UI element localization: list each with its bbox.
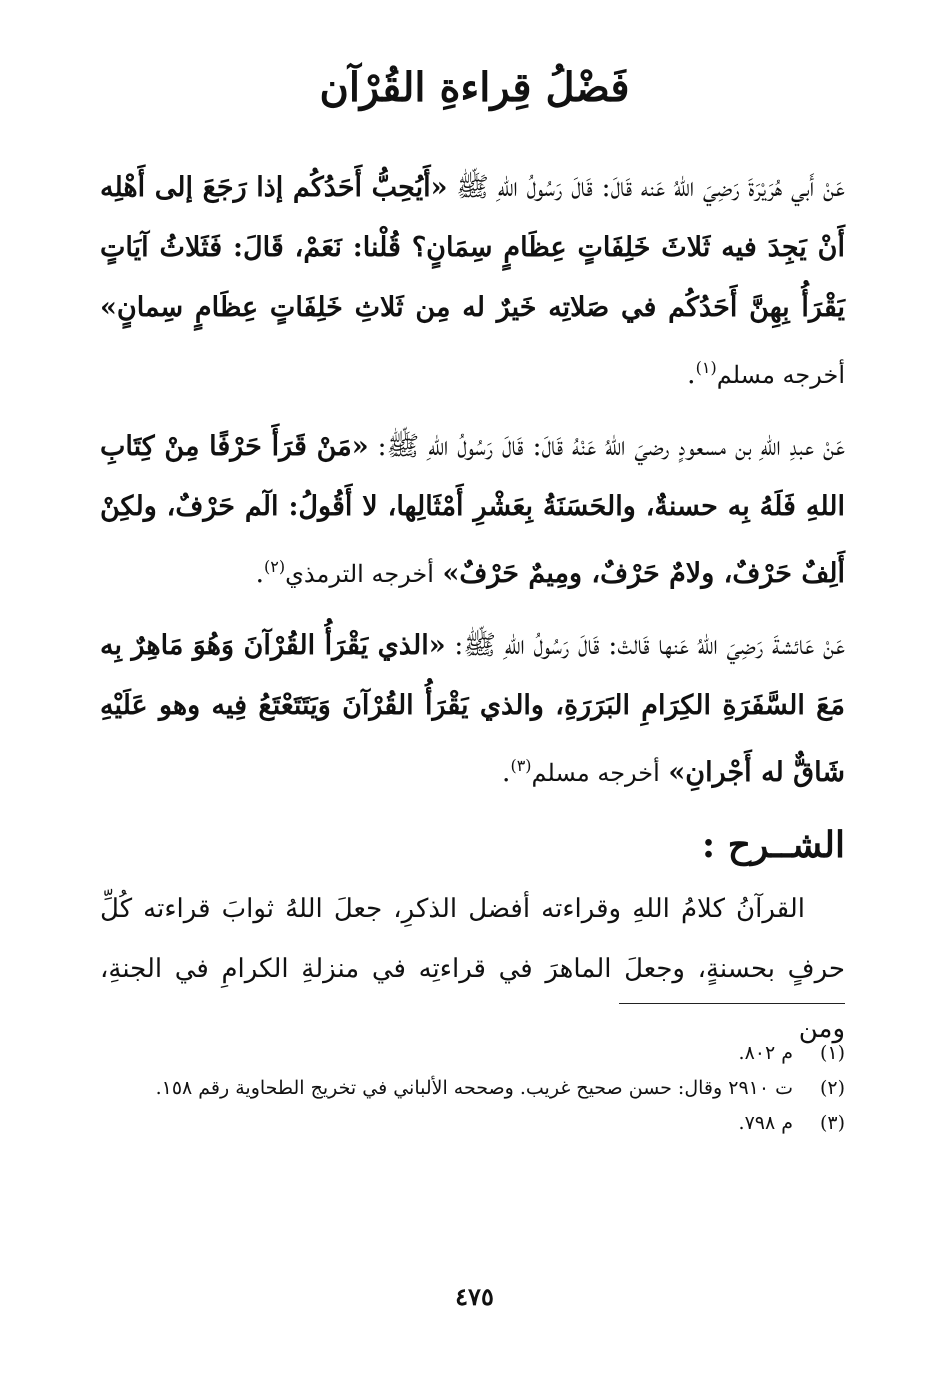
hadith-1 — [100, 158, 845, 405]
period: . — [687, 359, 696, 390]
footnote-text: م ٨٠٢. — [738, 1042, 793, 1064]
footnote-number: (٢) — [819, 1077, 845, 1099]
footnote-ref: (٢) — [264, 557, 286, 576]
hadith-quote: «أَيُحِبُّ أَحَدُكُم إذا رَجَعَ إلى أَهْلِه أَنْ يَجِدَ فيه ثَلاثَ خَلِفَاتٍ عِظَامٍ سِمَانٍ؟ قُلْنا: نَعَمْ، قَالَ: فَثَلاثُ آيَاتٍ يَقْرَأُ بِهِنَّ أَحَدُكُم في صَلاتِه خَيرٌ له مِن ثَلاثِ خَلِفَاتٍ عِظَامٍ سِمانٍ» — [100, 172, 845, 323]
main-text — [100, 158, 845, 1059]
footnote-ref: (١) — [695, 358, 717, 377]
footnote-divider — [619, 1003, 845, 1004]
hadith-2 — [100, 417, 845, 604]
hadith-intro: عَنْ عَائشةَ رَضِيَ اللهُ عَنها قَالتْ: قَالَ رَسُولُ اللهِ ﷺ: — [454, 630, 846, 661]
footnote-number: (١) — [819, 1042, 845, 1064]
footnote-ref: (٣) — [510, 756, 532, 775]
chapter-title: فَضْلُ قِراءةِ القُرْآن — [319, 64, 630, 111]
period: . — [255, 558, 265, 589]
footnote-3 — [100, 1106, 845, 1141]
hadith-quote: «الذي يَقْرَأُ القُرْآنَ وَهُوَ مَاهِرٌ بِه مَعَ السَّفَرَةِ الكِرَامِ البَرَرَةِ، والذي يَقْرَأُ القُرْآنَ وَيَتَتَعْتَعُ فِيه وهو عَلَيْهِ شَاقٌّ له أَجْرانِ» — [100, 630, 845, 788]
hadith-intro: عَنْ أَبي هُرَيْرَةَ رَضِيَ اللهُ عَنه قَالَ: قَالَ رَسُولُ اللهِ ﷺ — [456, 172, 845, 203]
hadith-intro: عَنْ عبدِ اللهِ بن مسعودٍ رضيَ اللهُ عَنْهُ قَالَ: قَالَ رَسُولُ اللهِ ﷺ: — [377, 431, 845, 462]
footnote-number: (٣) — [819, 1112, 845, 1134]
hadith-quote: «مَنْ قَرَأَ حَرْفًا مِنْ كِتَابِ اللهِ فَلَهُ بِه حسنةٌ، والحَسَنَةُ بِعَشْرِ أَمْثَالِها، لا أَقُولُ: الٓم حَرْفٌ، ولكِنْ أَلِفٌ حَرْفٌ، ولامٌ حَرْفٌ، ومِيمٌ حَرْفٌ» — [100, 431, 845, 589]
footnote-2 — [100, 1071, 845, 1106]
footnote-text: م ٧٩٨. — [738, 1112, 793, 1134]
sharh-text: القرآنُ كلامُ اللهِ وقراءته أفضل الذكرِ، جعلَ اللهُ ثوابَ قراءته كُلِّ حرفٍ بحسنةٍ، وجعلَ الماهرَ في قراءتِه في منزلةِ الكرامِ في الجنةِ، ومن — [100, 894, 845, 1044]
hadith-source: أخرجه مسلم — [531, 759, 660, 787]
hadith-3 — [100, 616, 845, 803]
hadith-source: أخرجه مسلم — [716, 361, 845, 389]
hadith-source: أخرجه الترمذي — [285, 560, 434, 588]
footnote-text: ت ٢٩١٠ وقال: حسن صحيح غريب. وصححه الألباني في تخريج الطحاوية رقم ١٥٨. — [155, 1077, 793, 1099]
footnotes — [100, 1036, 845, 1141]
period: . — [501, 757, 511, 788]
footnote-1 — [100, 1036, 845, 1071]
sharh-heading: الشــرح : — [701, 824, 845, 866]
page-number: ٤٧٥ — [455, 1282, 494, 1311]
